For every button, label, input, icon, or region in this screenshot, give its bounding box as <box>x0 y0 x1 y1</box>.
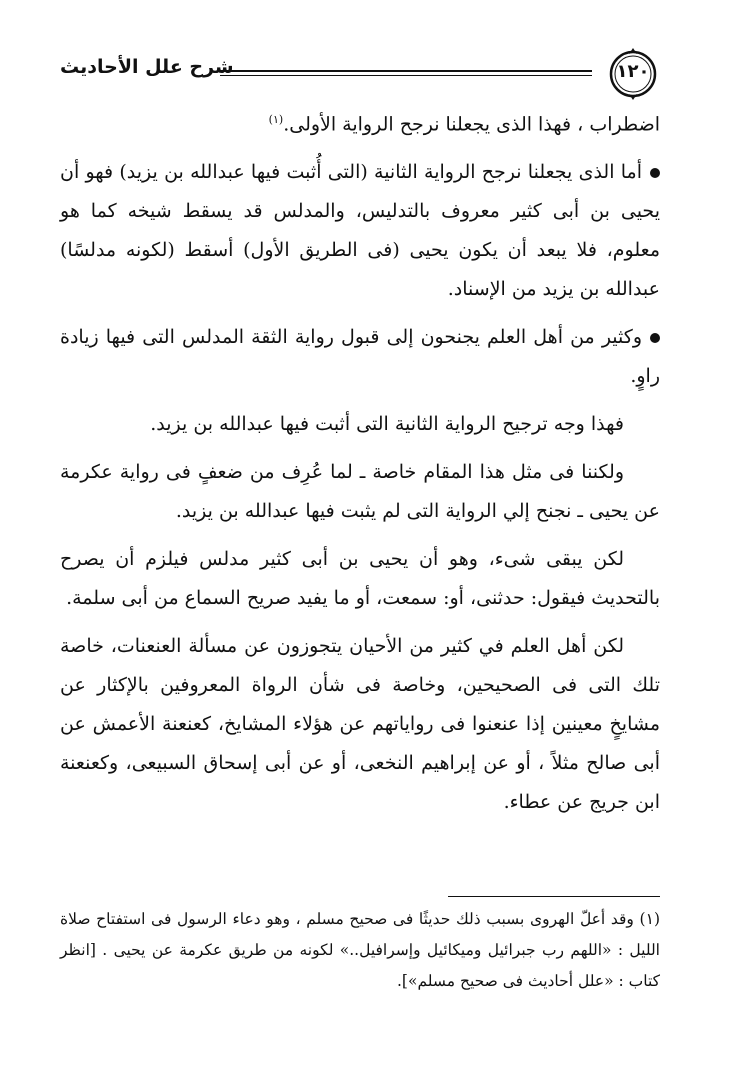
running-title: شرح علل الأحاديث <box>60 56 234 78</box>
main-text <box>60 100 660 831</box>
page-number-badge <box>606 46 660 100</box>
paragraph-3 <box>60 318 660 396</box>
page-number: ١٢٠ <box>616 61 650 82</box>
bullet-icon <box>650 168 660 178</box>
footnote-marker: (١) <box>268 113 284 126</box>
footnote-separator <box>448 896 660 897</box>
paragraph-6: لكن يبقى شىء، وهو أن يحيى بن أبى كثير مدلس فيلزم أن يصرح بالتحديث فيقول: حدثنى، أو: سمعت، أو ما يفيد صريح السماع من أبى سلمة. <box>60 548 660 610</box>
paragraph-text: اضطراب ، فهذا الذى يجعلنا نرجح الرواية الأولى. <box>283 113 660 136</box>
paragraph-5: ولكننا فى مثل هذا المقام خاصة ـ لما عُرِف من ضعفٍ فى رواية عكرمة عن يحيى ـ نجنح إلي الرواية التى لم يثبت فيها عبدالله بن يزيد. <box>60 461 660 523</box>
paragraph-text: أما الذى يجعلنا نرجح الرواية الثانية (التى أُثبت فيها عبدالله بن يزيد) فهو أن يحيى بن أبى كثير معروف بالتدليس، والمدلس قد يسقط شيخه كما هو معلوم، فلا يبعد أن يكون يحيى (فى الطريق الأول) أسقط (لكونه مدلسًا) عبدالله بن يزيد من الإسناد. <box>60 161 660 301</box>
paragraph-7: لكن أهل العلم في كثير من الأحيان يتجوزون عن مسألة العنعنات، خاصة تلك التى فى الصحيحين، وخاصة فى شأن الرواة المعروفين بالإكثار عن مشايخٍ معينين إذا عنعنوا فى رواياتهم عن هؤلاء المشايخ، كعنعنة الأعمش عن أبى صالح مثلاً ، أو عن إبراهيم النخعى، أو عن أبى إسحاق السبيعى، وكعنعنة ابن جريج عن عطاء. <box>60 635 660 814</box>
page-header <box>60 46 660 102</box>
paragraph-1 <box>60 100 660 144</box>
paragraph-4: فهذا وجه ترجيح الرواية الثانية التى أثبت فيها عبدالله بن يزيد. <box>150 413 624 436</box>
header-rule <box>220 70 592 76</box>
footnote: (١) وقد أعلّ الهروى بسبب ذلك حديثًا فى صحيح مسلم ، وهو دعاء الرسول فى استفتاح صلاة الليل : «اللهم رب جبرائيل وميكائيل وإسرافيل..» لكونه من طريق عكرمة عن يحيى . [انظر كتاب : «علل أحاديث فى صحيح مسلم»]. <box>60 910 660 990</box>
paragraph-text: وكثير من أهل العلم يجنحون إلى قبول رواية الثقة المدلس التى فيها زيادة راوٍ. <box>60 326 660 388</box>
bullet-icon <box>650 333 660 343</box>
paragraph-2 <box>60 153 660 309</box>
